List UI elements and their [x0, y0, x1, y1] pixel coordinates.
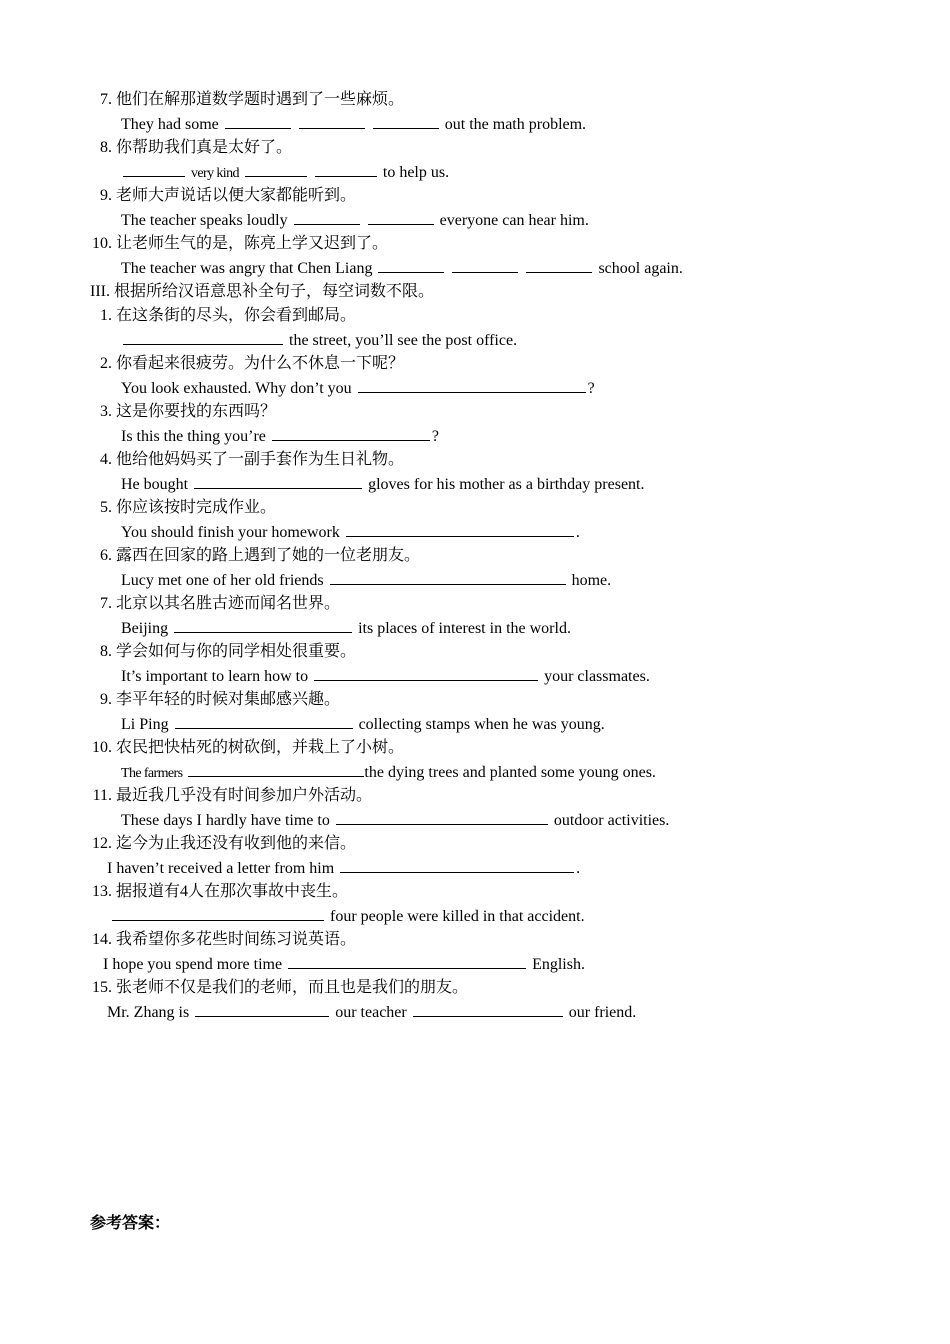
- answer-blank[interactable]: [336, 808, 548, 825]
- question-item: [0, 880, 950, 904]
- answer-blank[interactable]: [299, 112, 365, 129]
- question-english: [0, 424, 950, 448]
- question-english: [0, 208, 950, 232]
- question-chinese: 迄今为止我还没有收到他的来信。: [116, 835, 357, 852]
- answer-blank[interactable]: [452, 256, 518, 273]
- question-item: [0, 136, 950, 160]
- english-text: It’s important to learn how to: [121, 668, 309, 685]
- question-number: 1.: [100, 307, 112, 324]
- english-text: Mr. Zhang is: [107, 1004, 190, 1021]
- answer-blank[interactable]: [174, 616, 352, 633]
- question-item: [0, 352, 950, 376]
- question-item: [0, 784, 950, 808]
- question-english: [0, 328, 950, 352]
- question-english: [0, 664, 950, 688]
- section-heading: [0, 280, 950, 304]
- answer-blank[interactable]: [373, 112, 439, 129]
- english-text: These days I hardly have time to: [121, 812, 330, 829]
- answer-blank[interactable]: [175, 712, 353, 729]
- question-chinese: 李平年轻的时候对集邮感兴趣。: [116, 691, 341, 708]
- question-chinese: 北京以其名胜古迹而闻名世界。: [116, 595, 341, 612]
- question-chinese: 在这条街的尽头，你会看到邮局。: [116, 307, 357, 324]
- answer-blank[interactable]: [368, 208, 434, 225]
- answer-blank[interactable]: [195, 1000, 329, 1017]
- question-english: [0, 856, 950, 880]
- answer-blank[interactable]: [272, 424, 430, 441]
- question-english: [0, 760, 950, 784]
- question-english: [0, 376, 950, 400]
- question-item: [0, 544, 950, 568]
- english-text: Is this the thing you’re: [121, 428, 266, 445]
- question-item: [0, 496, 950, 520]
- english-text: collecting stamps when he was young.: [358, 716, 605, 733]
- question-english: [0, 256, 950, 280]
- question-english: [0, 712, 950, 736]
- question-english: [0, 520, 950, 544]
- question-chinese: 老师大声说话以便大家都能听到。: [116, 187, 357, 204]
- question-english: [0, 1000, 950, 1024]
- question-item: [0, 736, 950, 760]
- question-number: 9.: [100, 187, 112, 204]
- question-item: [0, 304, 950, 328]
- question-item: [0, 88, 950, 112]
- answer-blank[interactable]: [245, 160, 307, 177]
- english-text: our teacher: [335, 1004, 407, 1021]
- question-chinese: 你应该按时完成作业。: [116, 499, 277, 516]
- question-number: 7.: [100, 91, 112, 108]
- answer-blank[interactable]: [346, 520, 574, 537]
- question-number: 8.: [100, 139, 112, 156]
- question-item: [0, 400, 950, 424]
- question-item: [0, 928, 950, 952]
- english-text: English.: [532, 956, 585, 973]
- answer-blank[interactable]: [330, 568, 566, 585]
- english-text: He bought: [121, 476, 189, 493]
- english-text: outdoor activities.: [553, 812, 670, 829]
- question-number: 9.: [100, 691, 112, 708]
- answer-blank[interactable]: [225, 112, 291, 129]
- question-english: [0, 112, 950, 136]
- answer-blank[interactable]: [123, 160, 185, 177]
- question-chinese: 最近我几乎没有时间参加户外活动。: [116, 787, 373, 804]
- english-text: our friend.: [568, 1004, 637, 1021]
- english-text: out the math problem.: [444, 116, 587, 133]
- question-chinese: 农民把快枯死的树砍倒，并栽上了小树。: [116, 739, 405, 756]
- question-english: [0, 616, 950, 640]
- question-english: [0, 472, 950, 496]
- english-text: school again.: [598, 260, 683, 277]
- question-number: 5.: [100, 499, 112, 516]
- question-item: [0, 448, 950, 472]
- question-number: 11.: [92, 787, 112, 804]
- english-text: the dying trees and planted some young ones.: [364, 764, 656, 781]
- answer-blank[interactable]: [314, 664, 538, 681]
- question-chinese: 他们在解那道数学题时遇到了一些麻烦。: [116, 91, 405, 108]
- english-text: I haven’t received a letter from him: [107, 860, 335, 877]
- question-english: [0, 904, 950, 928]
- english-text: Lucy met one of her old friends: [121, 572, 324, 589]
- answer-blank[interactable]: [526, 256, 592, 273]
- answer-blank[interactable]: [123, 328, 283, 345]
- question-item: [0, 976, 950, 1000]
- answer-blank[interactable]: [294, 208, 360, 225]
- question-chinese: 学会如何与你的同学相处很重要。: [116, 643, 357, 660]
- question-item: [0, 688, 950, 712]
- question-chinese: 露西在回家的路上遇到了她的一位老朋友。: [116, 547, 421, 564]
- question-item: [0, 232, 950, 256]
- english-text: Beijing: [121, 620, 169, 637]
- answer-blank[interactable]: [413, 1000, 563, 1017]
- question-number: 10.: [92, 235, 112, 252]
- english-text: everyone can hear him.: [439, 212, 589, 229]
- question-chinese: 你帮助我们真是太好了。: [116, 139, 293, 156]
- english-text: ?: [431, 428, 439, 445]
- answer-blank[interactable]: [112, 904, 324, 921]
- english-text: They had some: [121, 116, 219, 133]
- question-item: [0, 832, 950, 856]
- question-number: 15.: [92, 979, 112, 996]
- question-chinese: 我希望你多花些时间练习说英语。: [116, 931, 357, 948]
- question-chinese: 据报道有4人在那次事故中丧生。: [116, 883, 349, 900]
- question-english: [0, 160, 950, 184]
- english-text: four people were killed in that accident.: [330, 908, 585, 925]
- answer-blank[interactable]: [188, 760, 364, 777]
- answer-blank[interactable]: [340, 856, 574, 873]
- english-text: the street, you’ll see the post office.: [289, 332, 518, 349]
- question-item: [0, 184, 950, 208]
- answer-blank[interactable]: [315, 160, 377, 177]
- english-text: You should finish your homework: [121, 524, 340, 541]
- question-chinese: 这是你要找的东西吗？: [116, 403, 277, 420]
- question-number: 7.: [100, 595, 112, 612]
- question-number: 8.: [100, 643, 112, 660]
- answer-blank[interactable]: [358, 376, 586, 393]
- english-text: its places of interest in the world.: [358, 620, 571, 637]
- english-text: Li Ping: [121, 716, 169, 733]
- english-text: your classmates.: [544, 668, 650, 685]
- question-number: 6.: [100, 547, 112, 564]
- question-number: 14.: [92, 931, 112, 948]
- question-item: [0, 592, 950, 616]
- question-number: 4.: [100, 451, 112, 468]
- english-text: home.: [571, 572, 612, 589]
- worksheet-page: [0, 88, 950, 1024]
- question-english: [0, 568, 950, 592]
- english-text: The teacher was angry that Chen Liang: [121, 260, 373, 277]
- question-number: 10.: [92, 739, 112, 756]
- english-text: .: [575, 524, 580, 541]
- question-chinese: 他给他妈妈买了一副手套作为生日礼物。: [116, 451, 405, 468]
- question-chinese: 让老师生气的是，陈亮上学又迟到了。: [116, 235, 389, 252]
- question-number: 2.: [100, 355, 112, 372]
- question-number: 13.: [92, 883, 112, 900]
- question-item: [0, 640, 950, 664]
- question-english: [0, 952, 950, 976]
- answer-blank[interactable]: [288, 952, 526, 969]
- question-english: [0, 808, 950, 832]
- answers-heading: 参考答案：: [90, 1213, 171, 1232]
- english-text: gloves for his mother as a birthday present.: [368, 476, 645, 493]
- english-text: I hope you spend more time: [103, 956, 283, 973]
- english-text: The farmers: [121, 766, 183, 781]
- english-text: The teacher speaks loudly: [121, 212, 288, 229]
- english-text: very kind: [191, 166, 239, 181]
- answer-blank[interactable]: [378, 256, 444, 273]
- english-text: You look exhausted. Why don’t you: [121, 380, 352, 397]
- english-text: to help us.: [382, 164, 450, 181]
- question-number: 12.: [92, 835, 112, 852]
- section-title: III. 根据所给汉语意思补全句子，每空词数不限。: [90, 283, 434, 300]
- english-text: ?: [587, 380, 595, 397]
- question-number: 3.: [100, 403, 112, 420]
- english-text: .: [576, 860, 581, 877]
- question-chinese: 张老师不仅是我们的老师，而且也是我们的朋友。: [116, 979, 469, 996]
- question-chinese: 你看起来很疲劳。为什么不休息一下呢？: [116, 355, 405, 372]
- answer-blank[interactable]: [194, 472, 362, 489]
